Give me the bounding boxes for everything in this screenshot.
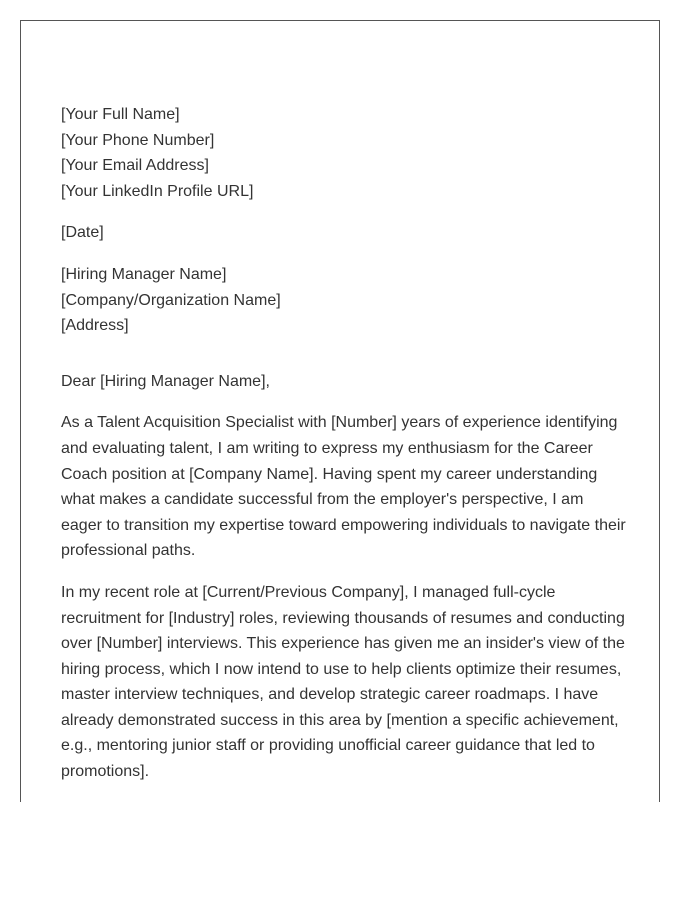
salutation: Dear [Hiring Manager Name],	[61, 372, 270, 390]
date-block	[61, 220, 626, 246]
sender-linkedin: [Your LinkedIn Profile URL]	[61, 182, 254, 200]
sender-phone: [Your Phone Number]	[61, 131, 215, 149]
letter-date: [Date]	[61, 224, 104, 242]
letter-content	[61, 102, 626, 801]
sender-name: [Your Full Name]	[61, 106, 180, 123]
body-paragraph-2: In my recent role at [Current/Previous Company], I managed full-cycle recruitment for [Industry] roles, reviewing thousands of resumes and conducting over [Number] interviews. This experience has given me an insider's view of the hiring process, which I now intend to use to help clients optimize their resumes, master interview techniques, and develop strategic career roadmaps. I have already demonstrated success in this area by [mention a specific achievement, e.g., mentoring junior staff or providing unofficial career guidance that led to promotions].	[61, 583, 625, 781]
recipient-address: [Address]	[61, 317, 129, 335]
letter-page	[20, 20, 660, 802]
body-paragraph-1: As a Talent Acquisition Specialist with [Number] years of experience identifying and evaluating talent, I am writing to express my enthusiasm for the Career Coach position at [Company Name]. Having spent my career understanding what makes a candidate successful from the employer's perspective, I am eager to transition my expertise toward empowering individuals to navigate their professional paths.	[61, 414, 626, 560]
recipient-block	[61, 262, 626, 339]
sender-block	[61, 102, 626, 204]
sender-email: [Your Email Address]	[61, 157, 209, 175]
recipient-name: [Hiring Manager Name]	[61, 265, 227, 283]
recipient-company: [Company/Organization Name]	[61, 291, 281, 309]
